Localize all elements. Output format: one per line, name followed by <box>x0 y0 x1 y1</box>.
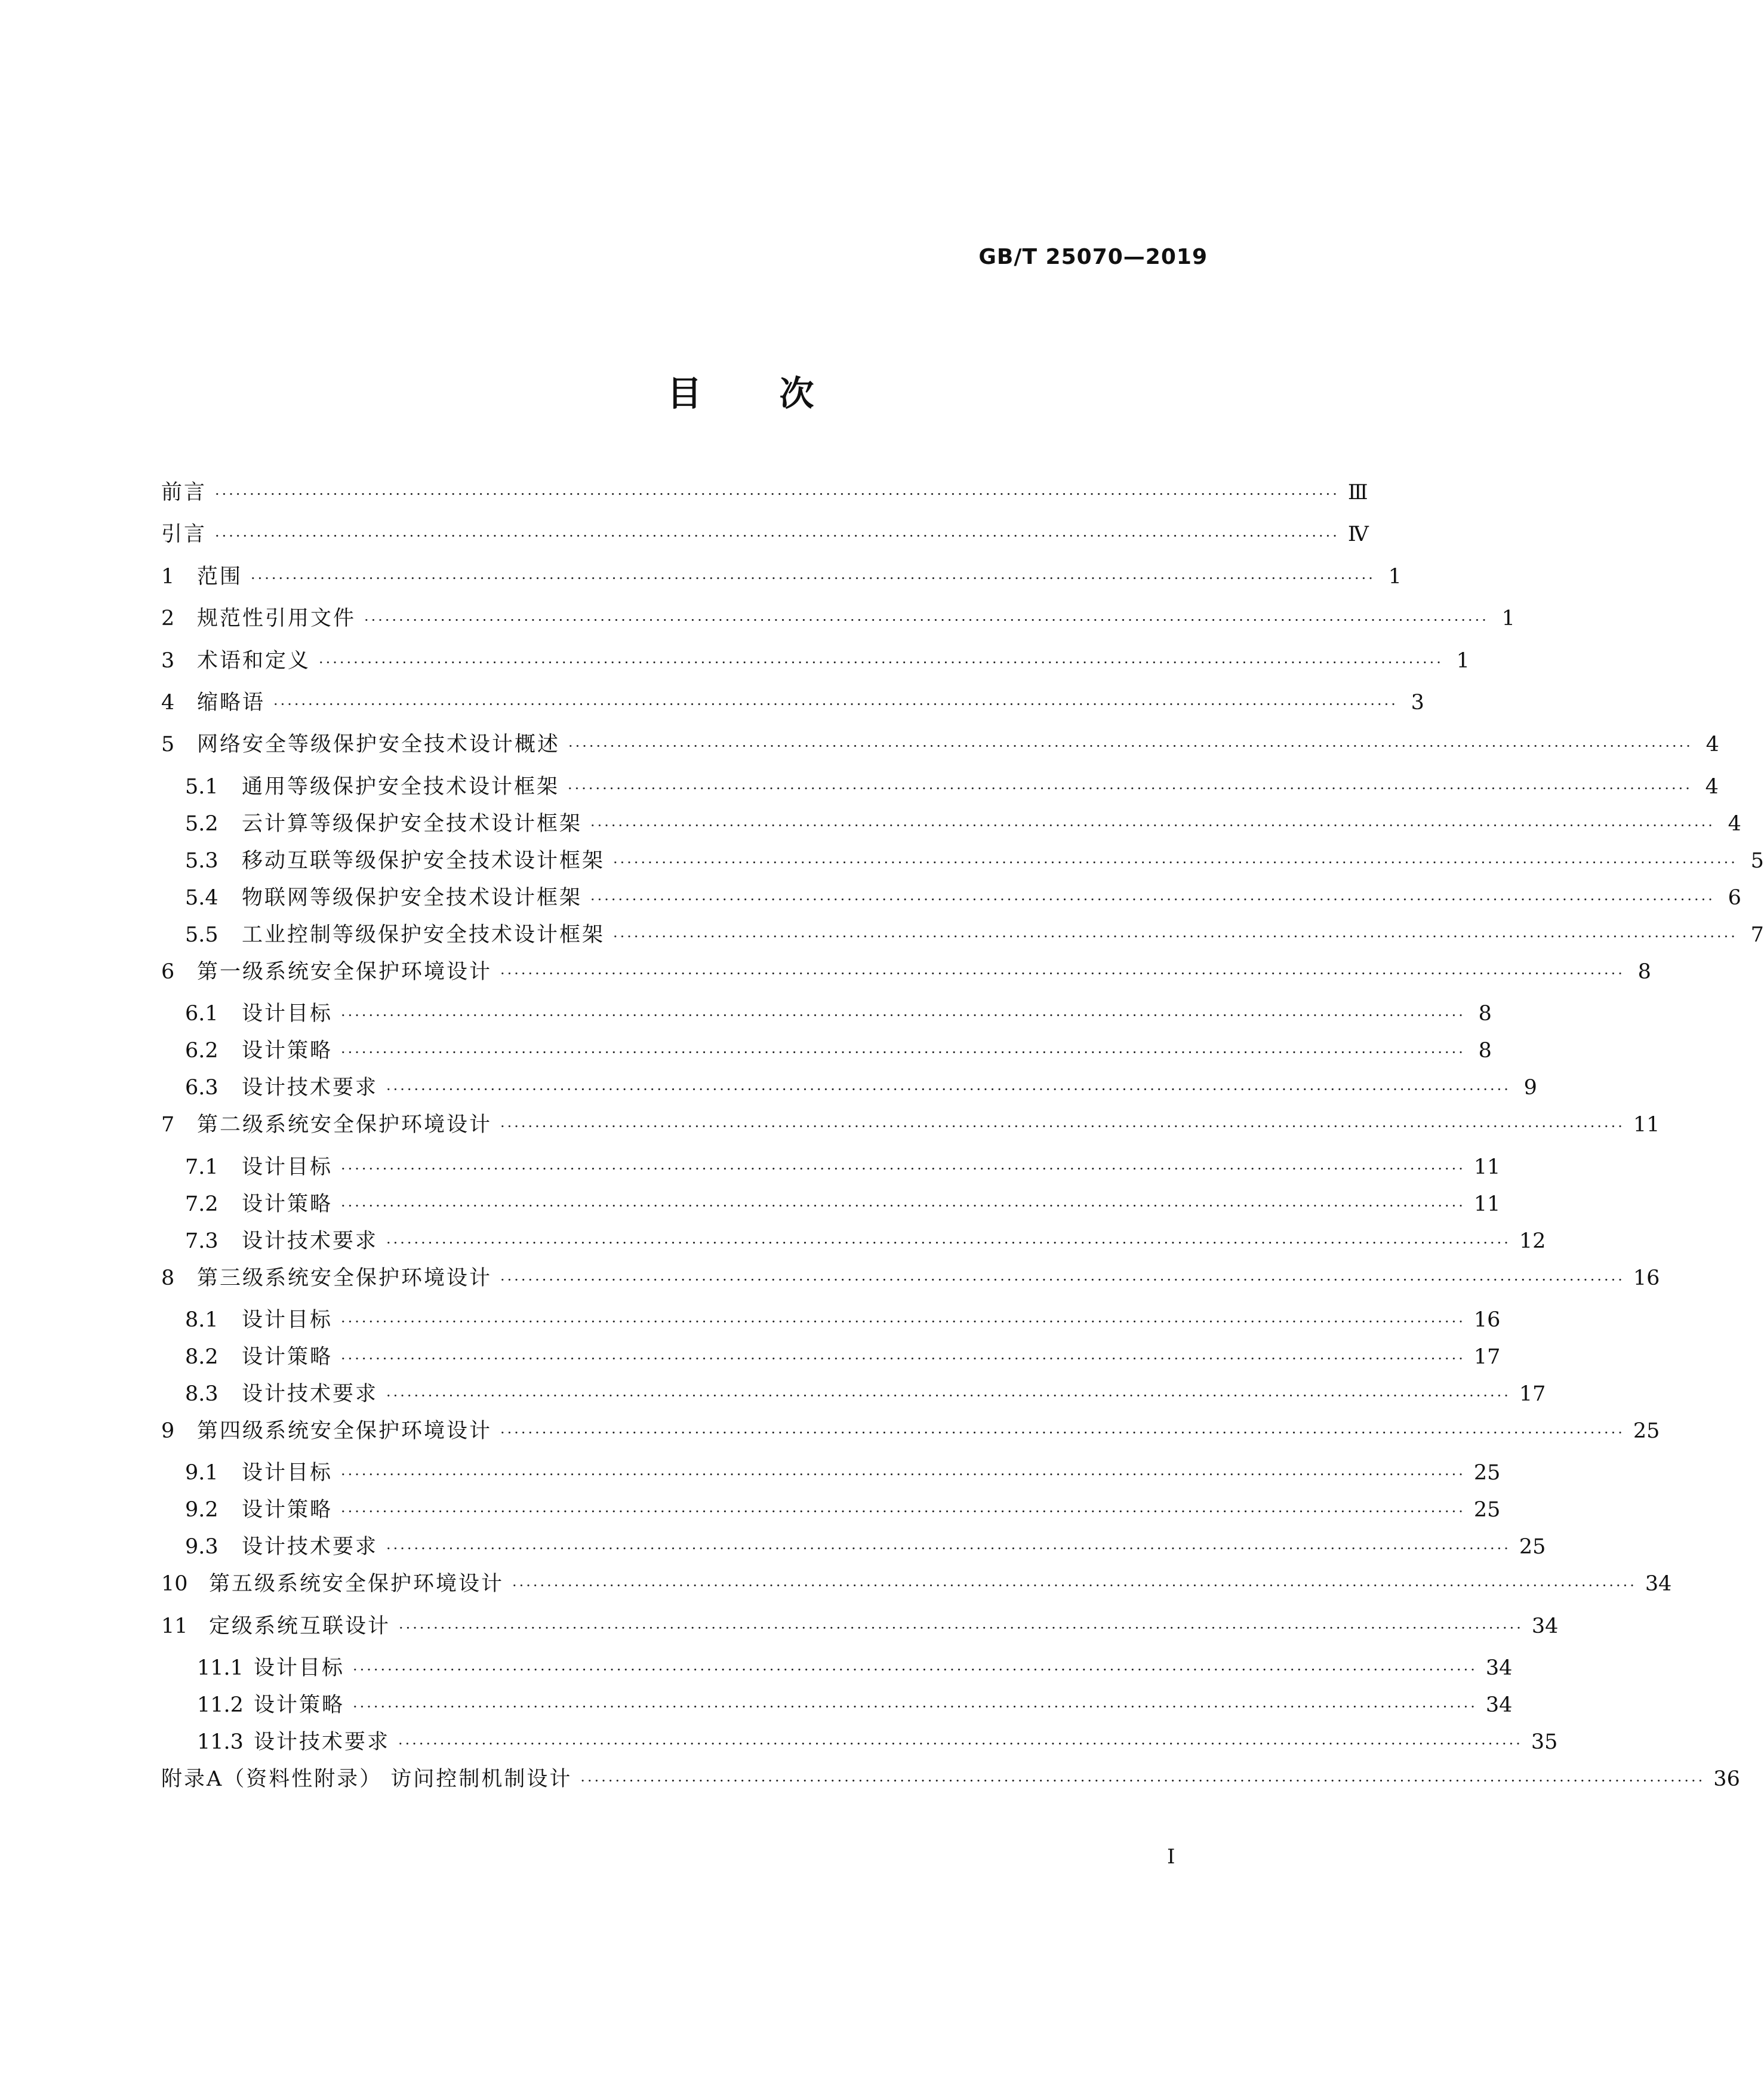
toc-number: 6.3 <box>185 1076 218 1100</box>
dot-leader: ·································································································································································· <box>590 891 1715 908</box>
toc-item-7-1[interactable] <box>161 1155 1501 1193</box>
dot-leader: ·································································································································································· <box>341 1044 1466 1062</box>
page-title: 目次 <box>667 373 892 414</box>
toc-number: 7.1 <box>185 1155 218 1179</box>
toc-number: 11 <box>161 1614 188 1638</box>
toc-number: 5.5 <box>185 922 218 947</box>
dot-leader: ·································································································································································· <box>215 486 1340 503</box>
dot-leader: ·································································································································································· <box>613 854 1738 871</box>
toc-number: 2 <box>161 607 175 631</box>
toc-title: 第一级系统安全保护环境设计 <box>197 959 492 984</box>
toc-title: 设计策略 <box>242 1498 333 1522</box>
toc-item-6-2[interactable] <box>161 1039 1492 1076</box>
toc-page: 1 <box>1388 564 1402 589</box>
toc-number: 6.1 <box>185 1002 218 1026</box>
document-code: GB/T 25070—2019 <box>978 245 1208 269</box>
toc-number: 8.2 <box>185 1345 218 1369</box>
toc-page: 5 <box>1750 848 1764 873</box>
dot-leader: ·································································································································································· <box>568 738 1693 755</box>
dot-leader: ·································································································································································· <box>341 1007 1466 1025</box>
toc-page: 11 <box>1633 1113 1660 1137</box>
toc-title: 第三级系统安全保护环境设计 <box>197 1266 492 1290</box>
dot-leader: ·································································································································································· <box>353 1662 1477 1679</box>
toc-number: 7.2 <box>185 1192 218 1216</box>
toc-item-11-3[interactable] <box>161 1730 1558 1768</box>
dot-leader: ·································································································································································· <box>386 1540 1511 1558</box>
dot-leader: ·································································································································································· <box>251 570 1375 587</box>
toc-item-6-3[interactable] <box>161 1076 1537 1113</box>
dot-leader: ·································································································································································· <box>500 965 1625 982</box>
toc-page: 36 <box>1713 1767 1740 1792</box>
toc-title: 设计技术要求 <box>242 1076 378 1100</box>
dot-leader: ·································································································································································· <box>353 1699 1477 1716</box>
toc-item-9-1[interactable] <box>161 1461 1501 1499</box>
toc-number: 7 <box>161 1113 175 1137</box>
dot-leader: ·································································································································································· <box>273 696 1398 713</box>
toc-item-8-2[interactable] <box>161 1345 1501 1383</box>
dot-leader: ·································································································································································· <box>386 1234 1511 1251</box>
toc-page: 9 <box>1523 1076 1537 1100</box>
dot-leader: ·································································································································································· <box>341 1197 1466 1214</box>
dot-leader: ·································································································································································· <box>590 817 1715 834</box>
toc-number: 5.1 <box>185 774 218 799</box>
toc-number: 8.1 <box>185 1308 218 1332</box>
toc-page: 4 <box>1705 733 1719 757</box>
toc-title: 范围 <box>197 564 243 589</box>
toc-title: 前言 <box>161 481 207 504</box>
toc-number: 9.1 <box>185 1461 218 1485</box>
toc-item-5-1[interactable] <box>161 774 1719 813</box>
toc-title: 第五级系统安全保护环境设计 <box>209 1572 504 1596</box>
toc-number: 1 <box>161 564 175 589</box>
toc-page: 34 <box>1485 1656 1513 1681</box>
toc-title: 第二级系统安全保护环境设计 <box>197 1113 492 1137</box>
toc-page: 34 <box>1645 1572 1672 1596</box>
toc-number: 11.2 <box>197 1693 244 1718</box>
toc-number: 5.4 <box>185 885 218 910</box>
toc-number: 3 <box>161 648 175 673</box>
table-of-contents <box>161 481 1764 1810</box>
dot-leader: ·································································································································································· <box>341 1466 1466 1484</box>
toc-item-1[interactable] <box>161 564 1402 607</box>
dot-leader: ·································································································································································· <box>500 1424 1625 1441</box>
toc-title: 设计策略 <box>242 1192 333 1216</box>
toc-title: 设计技术要求 <box>242 1535 378 1559</box>
toc-item-5-4[interactable] <box>161 885 1741 924</box>
dot-leader: ·································································································································································· <box>613 928 1738 945</box>
toc-title: 设计目标 <box>254 1656 345 1681</box>
toc-item-8-3[interactable] <box>161 1382 1546 1420</box>
toc-item-5[interactable] <box>161 733 1719 775</box>
toc-number: 9.2 <box>185 1498 218 1522</box>
toc-page: Ⅳ <box>1347 522 1369 547</box>
toc-item-2[interactable] <box>161 607 1515 649</box>
toc-page: 3 <box>1411 690 1424 715</box>
toc-page: 4 <box>1728 811 1741 836</box>
toc-item-6-1[interactable] <box>161 1002 1492 1039</box>
toc-page: 34 <box>1531 1614 1559 1638</box>
toc-page: 1 <box>1501 607 1515 631</box>
toc-page: 17 <box>1519 1382 1546 1406</box>
dot-leader: ·································································································································································· <box>500 1271 1625 1288</box>
toc-item-11-1[interactable] <box>161 1656 1513 1694</box>
dot-leader: ·································································································································································· <box>500 1118 1625 1136</box>
toc-title: 第四级系统安全保护环境设计 <box>197 1419 492 1443</box>
dot-leader: ·································································································································································· <box>568 780 1692 797</box>
dot-leader: ·································································································································································· <box>341 1160 1466 1177</box>
dot-leader: ·································································································································································· <box>512 1577 1637 1595</box>
toc-item-introduction[interactable] <box>161 522 1369 565</box>
toc-title: 术语和定义 <box>197 648 311 673</box>
toc-number: 11.3 <box>197 1730 244 1755</box>
toc-number: 9 <box>161 1419 175 1443</box>
toc-item-8-1[interactable] <box>161 1308 1501 1346</box>
toc-item-9-2[interactable] <box>161 1498 1501 1536</box>
toc-page: 16 <box>1473 1308 1501 1332</box>
toc-page: 6 <box>1728 885 1741 910</box>
toc-page: 25 <box>1519 1535 1546 1559</box>
toc-item-6[interactable] <box>161 959 1651 1002</box>
toc-title: 附录A（资料性附录） 访问控制机制设计 <box>161 1767 572 1792</box>
toc-item-3[interactable] <box>161 648 1470 691</box>
toc-title: 设计目标 <box>242 1002 333 1026</box>
toc-item-5-2[interactable] <box>161 811 1741 850</box>
toc-title: 云计算等级保护安全技术设计框架 <box>242 811 583 836</box>
toc-page: 8 <box>1478 1002 1492 1026</box>
toc-number: 10 <box>161 1572 188 1596</box>
toc-page: 12 <box>1519 1229 1546 1253</box>
toc-title: 设计技术要求 <box>254 1730 390 1755</box>
toc-number: 5.3 <box>185 848 218 873</box>
dot-leader: ·································································································································································· <box>386 1387 1511 1404</box>
toc-title: 通用等级保护安全技术设计框架 <box>242 774 560 799</box>
toc-title: 设计策略 <box>242 1039 333 1063</box>
toc-number: 4 <box>161 690 175 715</box>
toc-number: 8.3 <box>185 1382 218 1406</box>
toc-title: 定级系统互联设计 <box>209 1614 391 1638</box>
toc-page: 34 <box>1485 1693 1513 1718</box>
toc-number: 8 <box>161 1266 175 1290</box>
dot-leader: ·································································································································································· <box>341 1503 1466 1521</box>
toc-number: 5.2 <box>185 811 218 836</box>
toc-number: 11.1 <box>197 1656 244 1681</box>
toc-page: 17 <box>1473 1345 1501 1369</box>
toc-title: 移动互联等级保护安全技术设计框架 <box>242 848 605 873</box>
toc-item-appendix-a[interactable] <box>161 1767 1740 1810</box>
dot-leader: ·································································································································································· <box>386 1081 1511 1099</box>
toc-page: 7 <box>1750 922 1764 947</box>
dot-leader: ·································································································································································· <box>398 1736 1523 1753</box>
toc-title: 设计目标 <box>242 1308 333 1332</box>
toc-number: 5 <box>161 733 175 757</box>
toc-title: 物联网等级保护安全技术设计框架 <box>242 885 583 910</box>
dot-leader: ·································································································································································· <box>364 612 1489 629</box>
toc-title: 设计技术要求 <box>242 1382 378 1406</box>
toc-title: 设计技术要求 <box>242 1229 378 1253</box>
toc-title: 工业控制等级保护安全技术设计框架 <box>242 922 605 947</box>
toc-page: 11 <box>1473 1192 1501 1216</box>
toc-page: Ⅲ <box>1347 481 1368 504</box>
toc-item-11[interactable] <box>161 1614 1559 1657</box>
toc-page: 1 <box>1456 648 1470 673</box>
toc-title: 设计策略 <box>254 1693 345 1718</box>
toc-item-8[interactable] <box>161 1266 1660 1309</box>
toc-title: 网络安全等级保护安全技术设计概述 <box>197 733 561 757</box>
toc-number: 6 <box>161 959 175 984</box>
toc-title: 引言 <box>161 522 207 547</box>
dot-leader: ·································································································································································· <box>580 1773 1705 1790</box>
toc-number: 7.3 <box>185 1229 218 1253</box>
toc-item-4[interactable] <box>161 690 1424 733</box>
toc-title: 缩略语 <box>197 690 266 715</box>
toc-item-7-2[interactable] <box>161 1192 1501 1230</box>
toc-page: 16 <box>1633 1266 1660 1290</box>
toc-number: 6.2 <box>185 1039 218 1063</box>
toc-item-5-5[interactable] <box>161 922 1764 961</box>
toc-title: 设计策略 <box>242 1345 333 1369</box>
toc-item-10[interactable] <box>161 1572 1672 1614</box>
dot-leader: ·································································································································································· <box>319 654 1443 671</box>
dot-leader: ·································································································································································· <box>215 528 1340 545</box>
toc-number: 9.3 <box>185 1535 218 1559</box>
dot-leader: ·································································································································································· <box>341 1350 1466 1367</box>
toc-title: 规范性引用文件 <box>197 607 356 631</box>
toc-page: 8 <box>1478 1039 1492 1063</box>
toc-page: 25 <box>1633 1419 1660 1443</box>
toc-item-11-2[interactable] <box>161 1693 1513 1731</box>
toc-page: 4 <box>1705 774 1719 799</box>
toc-page: 8 <box>1637 959 1651 984</box>
toc-item-7-3[interactable] <box>161 1229 1546 1267</box>
page-number: I <box>1167 1845 1175 1869</box>
toc-title: 设计目标 <box>242 1461 333 1485</box>
toc-title: 设计目标 <box>242 1155 333 1179</box>
dot-leader: ·································································································································································· <box>341 1313 1466 1330</box>
toc-page: 25 <box>1473 1498 1501 1522</box>
toc-item-9-3[interactable] <box>161 1535 1546 1573</box>
dot-leader: ·································································································································································· <box>399 1619 1523 1636</box>
toc-page: 25 <box>1473 1461 1501 1485</box>
toc-item-preface[interactable] <box>161 481 1368 523</box>
toc-item-9[interactable] <box>161 1419 1660 1462</box>
toc-item-5-3[interactable] <box>161 848 1764 887</box>
toc-page: 11 <box>1473 1155 1501 1179</box>
toc-page: 35 <box>1531 1730 1558 1755</box>
toc-item-7[interactable] <box>161 1113 1660 1155</box>
